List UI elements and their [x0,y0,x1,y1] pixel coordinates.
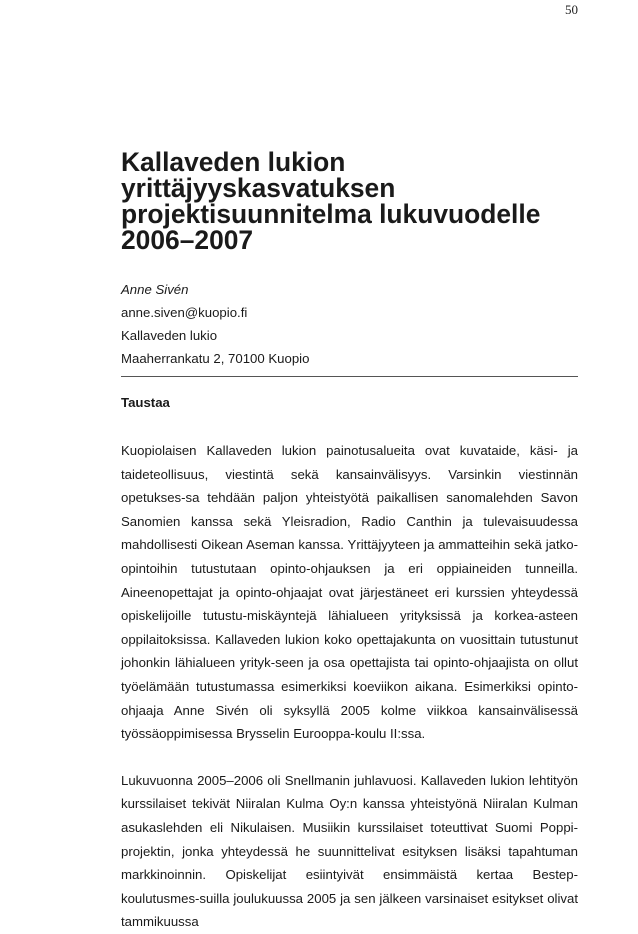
section-heading: Taustaa [121,395,170,410]
horizontal-rule [121,376,578,377]
author-address: Maaherrankatu 2, 70100 Kuopio [121,351,310,366]
author-name: Anne Sivén [121,282,189,297]
paragraph-2: Lukuvuonna 2005–2006 oli Snellmanin juhlavuosi. Kallaveden lukion lehtityön kurssilaiset tekivät Niiralan Kulma Oy:n kanssa yhteistyönä Niiralan Kulman asukaslehden eli Nikulaisen. Musiikin kurssilaiset toteuttivat Suomi Poppi-projektin, jonka yhteydessä he suunnittelivat esityksen lisäksi tapahtuman markkinoinnin. Opiskelijat esiintyivät ensimmäistä kertaa Bestep- koulutusmes-suilla joulukuussa 2005 ja sen jälkeen varsinaiset esitykset olivat tammikuussa [121,772,578,930]
document-body [121,149,578,934]
author-block [121,278,578,370]
document-title: Kallaveden lukion yrittäjyyskasvatuksen projektisuunnitelma lukuvuodelle 2006–2007 [121,147,541,255]
author-email: anne.siven@kuopio.fi [121,305,248,320]
author-school: Kallaveden lukio [121,328,218,343]
paragraph-1: Kuopiolaisen Kallaveden lukion painotusalueita ovat kuvataide, käsi- ja taideteollisuus, viestintä sekä kansainvälisyys. Varsinkin viestinnän opetukses-sa tehdään paljon yhteistyötä paikallisen sanomalehden Savon Sanomien kanssa sekä Yleisradion, Radio Canthin ja tulevaisuudessa mahdollisesti Oikean Aseman kanssa. Yrittäjyyteen ja ammatteihin sekä jatko-opintoihin tutustutaan opinto-ohjauksen ja eri oppiaineiden tunneilla. Aineenopettajat ja opinto-ohjaajat ovat järjestäneet eri kurssien yhteydessä opiskelijoille tutustu-miskäyntejä lähialueen yrityksissä ja korkea-asteen oppilaitoksissa. Kallaveden lukion koko opettajakunta on vuosittain tutustunut johonkin lähialueen yrityk-seen ja osa opettajista tai opinto-ohjaajista on ollut työelämään tutustumassa esimerkiksi koeviikon aikana. Esimerkiksi opinto-ohjaaja Anne Sivén oli syksyllä 2005 kolme viikkoa kansainvälisessä työssäoppimisessa Brysselin Eurooppa-koulu II:ssa. [121,443,578,742]
page-number: 50 [565,2,578,17]
